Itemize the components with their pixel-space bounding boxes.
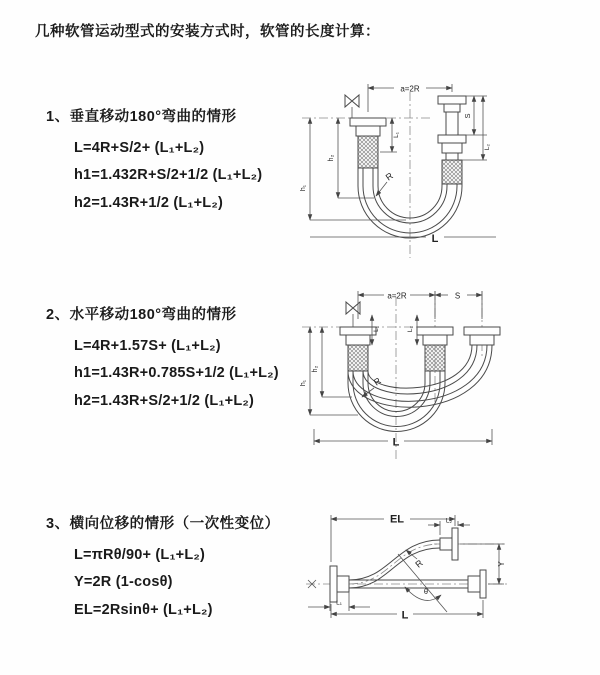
dimension-l1 [372, 315, 380, 345]
section-3 [46, 512, 280, 624]
dim-label-h1: h₁ [300, 184, 307, 192]
diagram-lateral-displacement [300, 488, 600, 673]
left-end-fitting [350, 118, 386, 168]
formula-line: h2=1.43R+S/2+1/2 (L₁+L₂) [74, 392, 255, 409]
hose-u-bend-displaced [348, 345, 492, 407]
middle-end-fitting [417, 327, 453, 371]
dim-label-l2: L₂ [484, 143, 491, 151]
formula-line: EL=2Rsinθ+ (L₁+L₂) [74, 601, 213, 618]
left-end-fitting [340, 327, 376, 371]
radius-callout [376, 170, 395, 196]
braided-hose-section [358, 136, 378, 168]
formula-line: L=4R+1.57S+ (L₁+L₂) [74, 337, 221, 354]
dimension-l2 [407, 315, 417, 345]
dim-label-h2: h₂ [328, 154, 335, 162]
dim-label-r: R [413, 557, 425, 570]
dimension-s-and-l2 [462, 96, 491, 160]
page-title: 几种软管运动型式的安装方式时，软管的长度计算： [35, 24, 380, 40]
dimension-length [314, 429, 492, 449]
dim-label-a2r: a=2R [387, 291, 407, 301]
dim-label-r: R [383, 170, 395, 183]
formula-line: h2=1.43R+1/2 (L₁+L₂) [74, 194, 224, 211]
section-3-formulas [46, 541, 280, 624]
dim-label-h1: h₁ [300, 379, 307, 387]
dimension-length [310, 233, 496, 245]
displaced-hose-curve [349, 540, 440, 588]
dim-label-l: L [431, 233, 439, 245]
dim-label-l2: L₂ [445, 517, 453, 525]
section-3-heading: 3、横向位移的情形（一次性变位） [46, 516, 280, 532]
dimension-h1-h2 [300, 118, 406, 220]
dim-label-l: L [392, 436, 400, 449]
angle-theta [398, 554, 447, 612]
dim-label-s: S [454, 291, 461, 301]
section-2-formulas [46, 332, 279, 415]
dimension-length [331, 600, 483, 622]
right-end-fitting-displaced [464, 327, 500, 345]
dim-label-l1: L₁ [336, 599, 342, 607]
valve-symbol [345, 95, 359, 118]
section-1-formulas [46, 134, 262, 217]
upper-flange-displaced [440, 528, 458, 560]
formula-line: h1=1.432R+S/2+1/2 (L₁+L₂) [74, 167, 263, 184]
right-end-fitting [438, 96, 466, 184]
section-2-heading: 2、水平移动180°弯曲的情形 [46, 307, 237, 323]
dim-label-el: EL [389, 513, 405, 526]
dim-label-l1: L₁ [393, 132, 400, 138]
dim-label-theta: θ [423, 587, 429, 596]
dimension-top-width [358, 291, 482, 319]
dim-label-y: Y [497, 561, 506, 567]
left-flange [330, 566, 349, 602]
braided-hose-section [442, 160, 462, 184]
section-1-heading: 1、垂直移动180°弯曲的情形 [46, 109, 237, 125]
formula-line: L=4R+S/2+ (L₁+L₂) [74, 139, 205, 156]
dimension-el [331, 514, 455, 563]
dim-label-s: S [463, 113, 472, 119]
section-2 [46, 303, 279, 415]
dim-label-a2r: a=2R [400, 84, 420, 94]
right-flange [468, 570, 486, 598]
dimension-l1 [308, 592, 370, 611]
braided-hose-section [348, 345, 368, 371]
formula-line: h1=1.43R+0.785S+1/2 (L₁+L₂) [74, 365, 279, 382]
diagram-vertical-180-bend [300, 76, 590, 262]
formula-line: L=πRθ/90+ (L₁+L₂) [74, 546, 206, 563]
dim-label-l2: L₂ [407, 325, 414, 333]
diagram-horizontal-180-bend [300, 283, 600, 475]
dimension-l2 [428, 518, 470, 536]
dim-label-l: L [401, 609, 409, 622]
section-1 [46, 105, 262, 217]
dim-label-l1: L₁ [373, 326, 380, 332]
dim-label-r: R [371, 375, 383, 388]
formula-line: Y=2R (1-cosθ) [74, 574, 173, 591]
dim-label-h2: h₂ [312, 365, 319, 373]
braided-hose-section [425, 345, 445, 371]
